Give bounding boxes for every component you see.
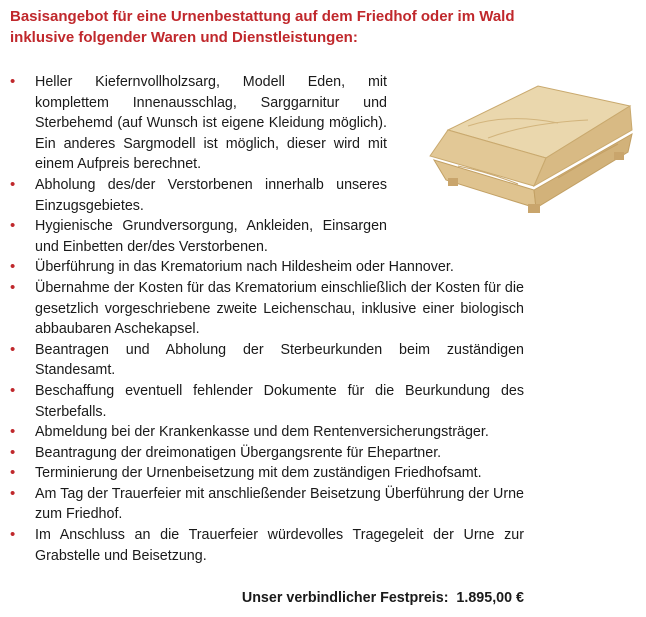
price-line bbox=[10, 588, 524, 608]
list-item bbox=[10, 463, 524, 484]
list-item bbox=[10, 484, 524, 525]
list-item-text: Überführung in das Krematorium nach Hildesheim oder Hannover. bbox=[35, 259, 454, 276]
list-item-text: Beschaffung eventuell fehlender Dokumente für die Beurkundung des Sterbefalls. bbox=[35, 382, 524, 420]
bullet-icon: • bbox=[10, 381, 16, 399]
bullet-icon: • bbox=[10, 258, 16, 276]
heading-line-2: inklusive folgender Waren und Dienstleistungen: bbox=[10, 29, 358, 46]
bullet-icon: • bbox=[10, 340, 16, 358]
bullet-icon: • bbox=[10, 443, 16, 461]
heading-line-1: Basisangebot für eine Urnenbestattung auf dem Friedhof oder im Wald bbox=[10, 8, 515, 25]
bullet-icon: • bbox=[10, 73, 16, 90]
list-item-text: Abholung des/der Verstorbenen innerhalb unseres Einzugsgebietes. bbox=[35, 176, 387, 214]
bullet-icon: • bbox=[10, 423, 16, 441]
list-item-text: Heller Kiefernvollholzsarg, Modell Eden, mit komplettem Innenausschlag, Sarggarnitur und Sterbehemd (auf Wunsch ist eigene Kleidung möglich). Ein anderes Sargmodell ist möglich, dieser wird mit einem Aufpreis berechnet. bbox=[35, 74, 387, 173]
list-item-text: Übernahme der Kosten für das Krematorium einschließlich der Kosten für die gesetzlich vorgeschriebene zweite Leichenschau, inklusive einer biologisch abbaubaren Aschekapsel. bbox=[35, 279, 524, 338]
bullet-icon: • bbox=[10, 526, 16, 544]
list-item bbox=[10, 72, 387, 175]
list-item-text: Abmeldung bei der Krankenkasse und dem Rentenversicherungsträger. bbox=[35, 424, 489, 441]
coffin-icon bbox=[418, 68, 638, 218]
price-value: 1.895,00 € bbox=[456, 590, 524, 606]
bullet-icon: • bbox=[10, 217, 16, 235]
list-item-text: Am Tag der Trauerfeier mit anschließender Beisetzung Überführung der Urne zum Friedhof. bbox=[35, 485, 524, 523]
list-item bbox=[10, 443, 524, 464]
bullet-icon: • bbox=[10, 464, 16, 482]
list-item-text: Beantragen und Abholung der Sterbeurkunden beim zuständigen Standesamt. bbox=[35, 341, 524, 379]
offer-heading bbox=[10, 6, 524, 48]
list-item bbox=[10, 278, 524, 340]
bullet-icon: • bbox=[10, 175, 16, 193]
list-item-text: Im Anschluss an die Trauerfeier würdevolles Tragegeleit der Urne zur Grabstelle und Beisetzung. bbox=[35, 527, 524, 564]
list-item bbox=[10, 422, 524, 443]
list-item bbox=[10, 525, 524, 566]
list-item bbox=[10, 216, 387, 257]
bullet-icon: • bbox=[10, 278, 16, 296]
list-item bbox=[10, 175, 387, 216]
list-item-text: Beantragung der dreimonatigen Übergangsrente für Ehepartner. bbox=[35, 444, 442, 461]
list-item bbox=[10, 340, 524, 381]
list-item bbox=[10, 381, 524, 422]
list-item-text: Hygienische Grundversorgung, Ankleiden, Einsargen und Einbetten der/des Verstorbenen. bbox=[35, 218, 387, 255]
bullet-icon: • bbox=[10, 484, 16, 502]
list-item-text: Terminierung der Urnenbeisetzung mit dem zuständigen Friedhofsamt. bbox=[35, 465, 482, 482]
list-item bbox=[10, 257, 524, 278]
price-label: Unser verbindlicher Festpreis: bbox=[241, 590, 449, 606]
